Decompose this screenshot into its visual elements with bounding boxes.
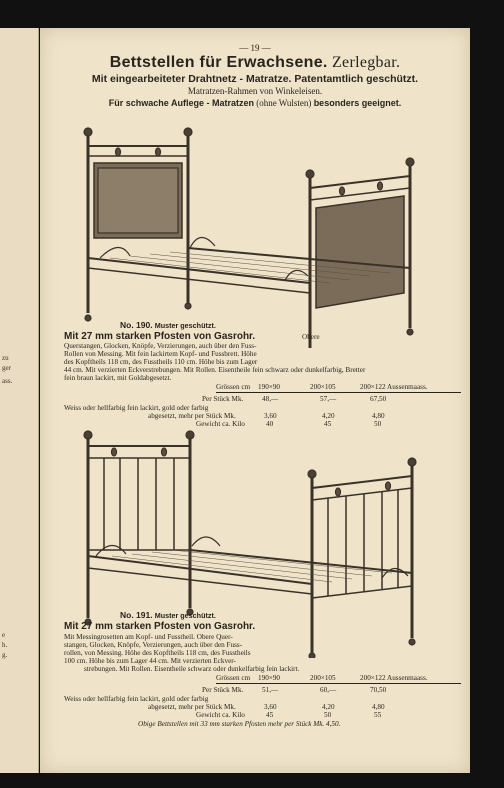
product-191-extra-line2: abgesetzt, mehr per Stück Mk. — [148, 703, 236, 711]
product-190-weight: 45 — [324, 420, 332, 428]
product-190-extra-line2: abgesetzt, mehr per Stück Mk. — [148, 412, 236, 420]
product-191-extra: 4,80 — [372, 703, 385, 711]
title-bold: Bettstellen für Erwachsene. — [109, 54, 328, 71]
product-190-weight: 50 — [374, 420, 382, 428]
product-190-price: 57,— — [320, 395, 337, 403]
bed-190-illustration — [80, 108, 420, 348]
product-191-weight: 45 — [266, 711, 274, 719]
product-191-size: 200×105 — [310, 674, 336, 682]
left-fragment: ass. — [2, 377, 13, 385]
product-190-sizes-label: Grössen cm — [216, 383, 251, 391]
product-190-size: 200×105 — [310, 383, 336, 391]
product-191-desc-line: stangen, Glocken, Knöpfe, Verzierungen, auch über den Fuss- — [64, 641, 243, 649]
product-190-weight-label: Gewicht ca. Kilo — [196, 420, 245, 428]
subtitle-matratze: Mit eingearbeiteter Drahtnetz - Matratze. Patentamtlich geschützt. — [91, 73, 419, 85]
product-191-extra: 4,20 — [322, 703, 335, 711]
product-191-weight-label: Gewicht ca. Kilo — [196, 711, 245, 719]
left-page-edge — [0, 28, 39, 773]
product-190-muster: Muster geschützt. — [154, 321, 216, 330]
product-190-desc-line: Querstangen, Glocken, Knöpfe, Verzierungen, auch über den Fuss- — [64, 342, 257, 350]
left-fragment: h. — [2, 641, 8, 649]
subtitle-rahmen: Matratzen-Rahmen von Winkeleisen. — [187, 86, 323, 96]
subtitle3-bold: Für schwache Auflege - Matratzen — [108, 98, 254, 108]
product-190-desc-line: des Kopftheils 118 cm, des Fusstheils 110 cm. Höhe bis zum Lager — [64, 358, 258, 366]
product-190-heading-tail: Obere — [302, 333, 320, 341]
product-190-price: 48,— — [262, 395, 279, 403]
product-190-extra: 4,20 — [322, 412, 335, 420]
footnote: Obige Bettstellen mit 33 mm starken Pfosten mehr per Stück Mk. 4,50. — [138, 720, 341, 728]
table-rule — [216, 683, 461, 684]
product-191-number-line — [120, 610, 216, 620]
left-fragment: ger — [2, 364, 11, 372]
product-190-number: No. 190. — [120, 320, 153, 330]
product-190-desc-line: 44 cm. Mit verzierten Eckverstrebungen. Mit Rollen. Eisentheile fein schwarz oder dunkelfarbig, Bretter — [64, 366, 366, 374]
product-191-desc-line: 100 cm. Höhe bis zum Lager 44 cm. Mit verzierten Eckver- — [64, 657, 236, 665]
product-190-number-line — [120, 320, 216, 330]
product-191-extra-line1: Weiss oder hellfarbig fein lackirt, gold oder farbig — [64, 695, 209, 703]
product-190-heading: Mit 27 mm starken Pfosten von Gasrohr. — [64, 331, 256, 342]
product-190-weight: 40 — [266, 420, 274, 428]
product-190-extra-line1: Weiss oder hellfarbig fein lackirt, gold oder farbig — [64, 404, 209, 412]
product-190-size: 190×90 — [258, 383, 281, 391]
product-191-desc-line: Mit Messingrosetten am Kopf- und Fusstheil. Obere Quer- — [64, 633, 233, 641]
subtitle-auflege — [40, 98, 470, 108]
product-191-heading: Mit 27 mm starken Pfosten von Gasrohr. — [64, 621, 256, 632]
product-190-price-label: Per Stück Mk. — [202, 395, 244, 403]
product-191-size: 190×90 — [258, 674, 281, 682]
left-fragment: g. — [2, 651, 8, 659]
product-191-price-label: Per Stück Mk. — [202, 686, 244, 694]
page-number: — 19 — — [239, 43, 271, 53]
product-191-weight: 55 — [374, 711, 382, 719]
product-190-extra: 4,80 — [372, 412, 385, 420]
product-190-desc-line: fein braun lackirt, mit Goldabgesetzt. — [64, 374, 172, 382]
product-191-desc-line: rollen, von Messing. Höhe des Kopftheils 118 cm, des Fusstheils — [64, 649, 251, 657]
product-191-price: 60,— — [320, 686, 337, 694]
product-191-size: 200×122 Aussenmaass. — [360, 674, 428, 682]
left-fragment: e — [2, 631, 6, 639]
product-191-number: No. 191. — [120, 610, 153, 620]
page-title — [40, 54, 470, 72]
product-190-size: 200×122 Aussenmaass. — [360, 383, 428, 391]
product-191-price: 70,50 — [370, 686, 387, 694]
product-191-weight: 50 — [324, 711, 332, 719]
product-190-desc-line: Rollen von Messing. Mit fein lackirtem Kopf- und Fussbrett. Höhe — [64, 350, 257, 358]
product-191-muster: Muster geschützt. — [154, 611, 216, 620]
product-191-extra: 3,60 — [264, 703, 277, 711]
subtitle3-regular: (ohne Wulsten) — [253, 98, 314, 108]
table-rule — [216, 392, 461, 393]
product-191-price: 51,— — [262, 686, 279, 694]
title-regular: Zerlegbar. — [327, 54, 401, 71]
catalog-page — [40, 28, 470, 773]
subtitle3-end: besonders geeignet. — [313, 98, 402, 108]
product-190-price: 67,50 — [370, 395, 387, 403]
product-191-sizes-label: Grössen cm — [216, 674, 251, 682]
product-190-extra: 3,60 — [264, 412, 277, 420]
product-191-desc-line: strebungen. Mit Rollen. Eisentheile schwarz oder dunkelfarbig fein lackirt. — [84, 665, 300, 673]
left-fragment: zu — [2, 354, 9, 362]
